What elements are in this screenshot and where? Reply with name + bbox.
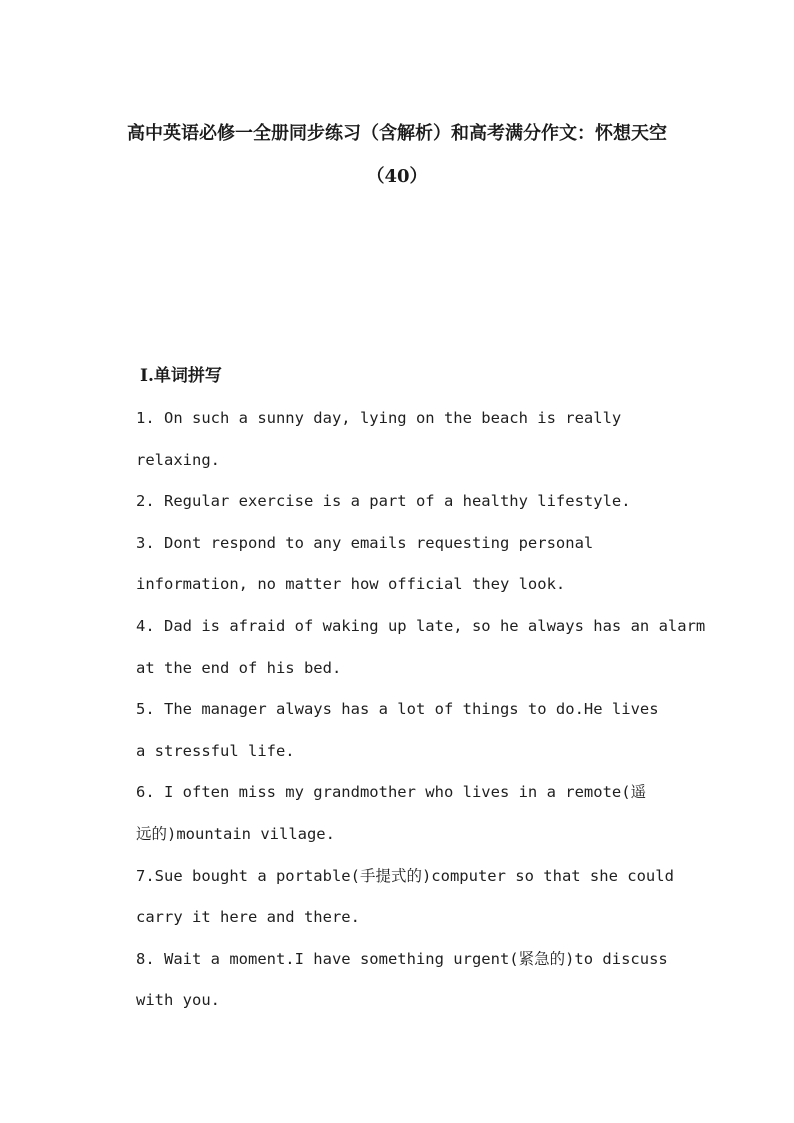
exercise-line: 7.Sue bought a portable(手提式的)computer so that she could (136, 867, 674, 885)
exercise-line: with you. (136, 991, 220, 1009)
document-title-number: （40） (366, 166, 428, 187)
exercise-line: 3. Dont respond to any emails requesting personal (136, 534, 594, 552)
exercise-line: 2. Regular exercise is a part of a healthy lifestyle. (136, 492, 631, 510)
exercise-line: 5. The manager always has a lot of things to do.He lives (136, 700, 659, 718)
exercise-line: 4. Dad is afraid of waking up late, so he always has an alarm (136, 617, 706, 635)
exercise-line: carry it here and there. (136, 908, 360, 926)
exercise-line: 远的)mountain village. (136, 825, 335, 843)
exercise-line: a stressful life. (136, 742, 295, 760)
exercise-line: information, no matter how official they look. (136, 575, 566, 593)
document-title: 高中英语必修一全册同步练习（含解析）和高考满分作文：怀想天空 (127, 123, 667, 144)
section-heading: Ⅰ.单词拼写 (140, 366, 222, 386)
exercise-line: 6. I often miss my grandmother who lives in a remote(遥 (136, 783, 647, 801)
exercise-line: relaxing. (136, 451, 220, 469)
exercise-line: 8. Wait a moment.I have something urgent(紧急的)to discuss (136, 950, 668, 968)
exercise-line: at the end of his bed. (136, 659, 342, 677)
exercise-line: 1. On such a sunny day, lying on the beach is really (136, 409, 622, 427)
